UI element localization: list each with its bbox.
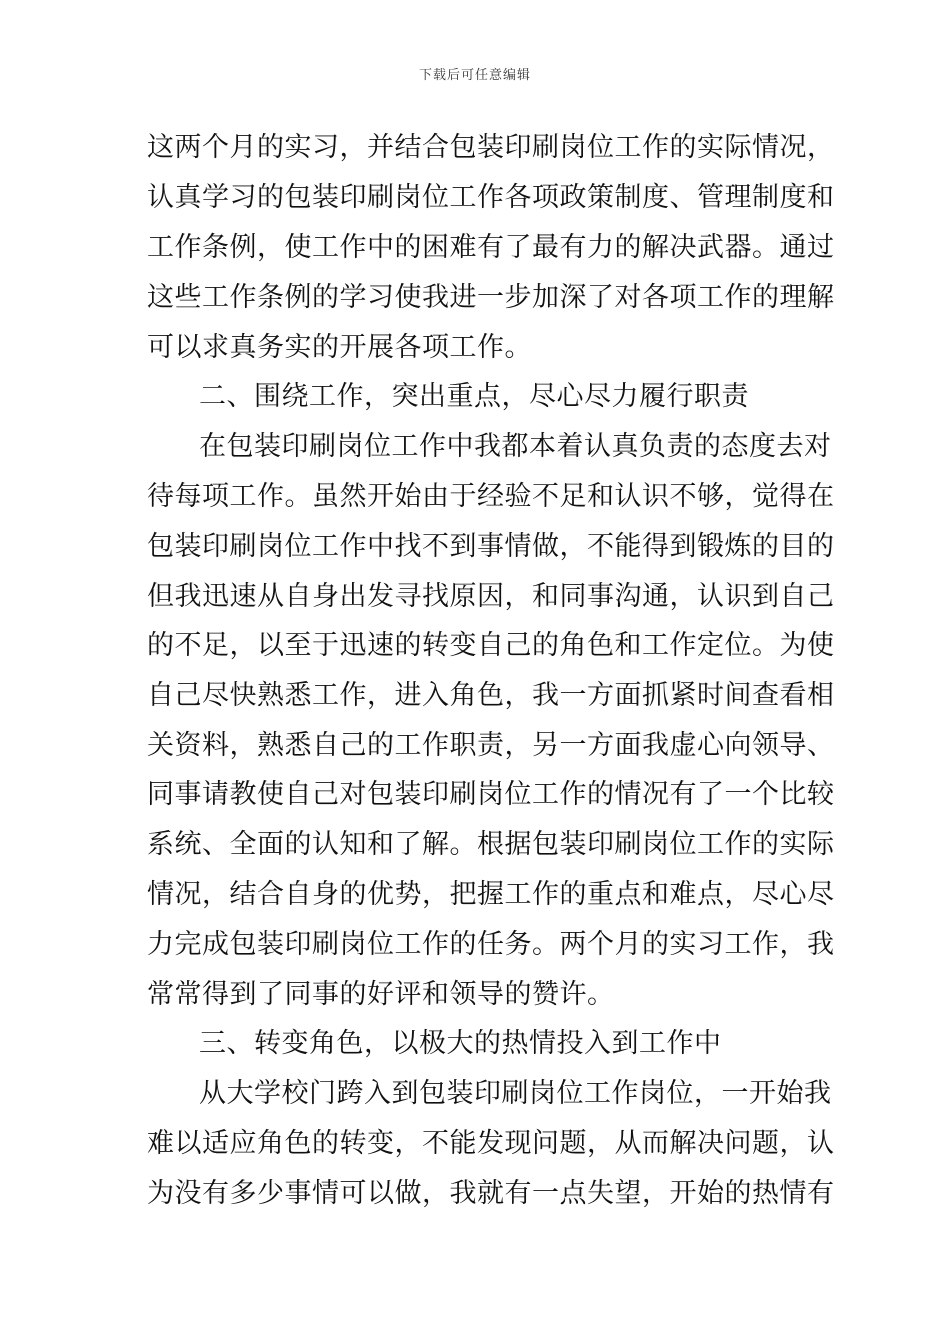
text-line: 自己尽快熟悉工作，进入角色，我一方面抓紧时间查看相 [147,680,835,711]
text-line: 关资料，熟悉自己的工作职责，另一方面我虚心向领导、 [147,730,835,761]
text-line: 待每项工作。虽然开始由于经验不足和认识不够，觉得在 [147,481,835,512]
text-line: 情况，结合自身的优势，把握工作的重点和难点，尽心尽 [147,879,835,910]
text-line: 的不足，以至于迅速的转变自己的角色和工作定位。为使 [147,630,835,661]
text-line: 工作条例，使工作中的困难有了最有力的解决武器。通过 [147,232,835,263]
header-note: 下载后可任意编辑 [418,68,531,83]
text-line: 难以适应角色的转变，不能发现问题，从而解决问题，认 [147,1128,835,1159]
text-line: 这些工作条例的学习使我进一步加深了对各项工作的理解 [147,282,835,313]
text-line: 可以求真务实的开展各项工作。 [147,332,532,363]
section-heading: 二、围绕工作，突出重点，尽心尽力履行职责 [199,381,749,412]
text-line: 系统、全面的认知和了解。根据包装印刷岗位工作的实际 [147,829,835,860]
text-line: 为没有多少事情可以做，我就有一点失望，开始的热情有 [147,1178,835,1209]
text-line: 但我迅速从自身出发寻找原因，和同事沟通，认识到自己 [147,581,835,612]
text-line: 力完成包装印刷岗位工作的任务。两个月的实习工作，我 [147,929,835,960]
text-line: 在包装印刷岗位工作中我都本着认真负责的态度去对 [199,431,832,462]
section-heading: 三、转变角色，以极大的热情投入到工作中 [199,1028,722,1059]
text-line: 从大学校门跨入到包装印刷岗位工作岗位，一开始我 [199,1078,832,1109]
text-line: 这两个月的实习，并结合包装印刷岗位工作的实际情况， [147,132,835,163]
text-line: 同事请教使自己对包装印刷岗位工作的情况有了一个比较 [147,779,835,810]
text-line: 认真学习的包装印刷岗位工作各项政策制度、管理制度和 [147,182,835,213]
text-line: 常常得到了同事的好评和领导的赞许。 [147,979,615,1010]
text-line: 包装印刷岗位工作中找不到事情做，不能得到锻炼的目的 [147,531,835,562]
